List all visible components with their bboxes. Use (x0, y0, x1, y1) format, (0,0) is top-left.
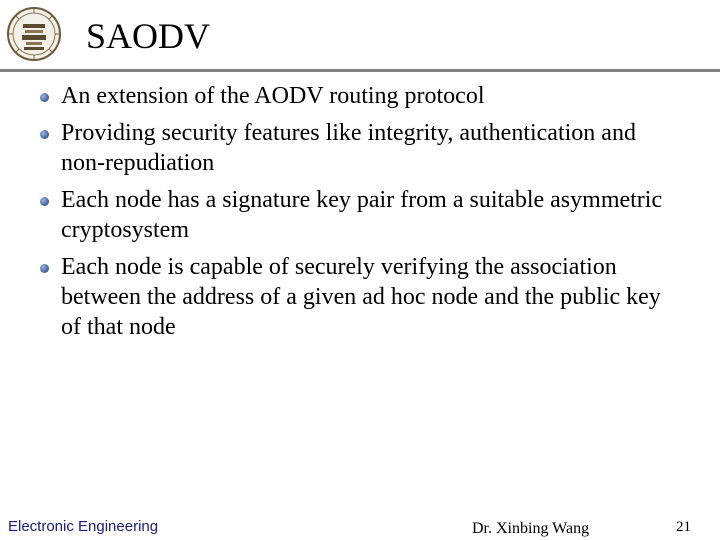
bullet-item (40, 252, 680, 342)
bullet-icon (40, 93, 49, 102)
bullet-icon (40, 130, 49, 139)
bullet-icon (40, 264, 49, 273)
footer-department: Electronic Engineering (8, 518, 159, 535)
footer-author: Dr. Xinbing Wang (472, 520, 590, 537)
bullet-text: Each node has a signature key pair from a suitable asymmetric cryptosystem (61, 187, 663, 243)
page-number: 21 (676, 519, 691, 535)
bullet-icon (40, 197, 49, 206)
bullet-text: Providing security features like integrity, authentication and non-repudiation (61, 120, 636, 176)
bullet-item (40, 118, 680, 178)
bullet-text: An extension of the AODV routing protocol (61, 83, 485, 109)
university-logo-icon (6, 6, 62, 62)
bullet-item (40, 185, 680, 245)
title-divider (0, 69, 720, 72)
bullet-list (40, 81, 680, 349)
bullet-text: Each node is capable of securely verifying the association between the address of a given ad hoc node and the public key of that node (61, 254, 661, 340)
slide-title: SAODV (86, 16, 211, 56)
bullet-item (40, 81, 680, 111)
